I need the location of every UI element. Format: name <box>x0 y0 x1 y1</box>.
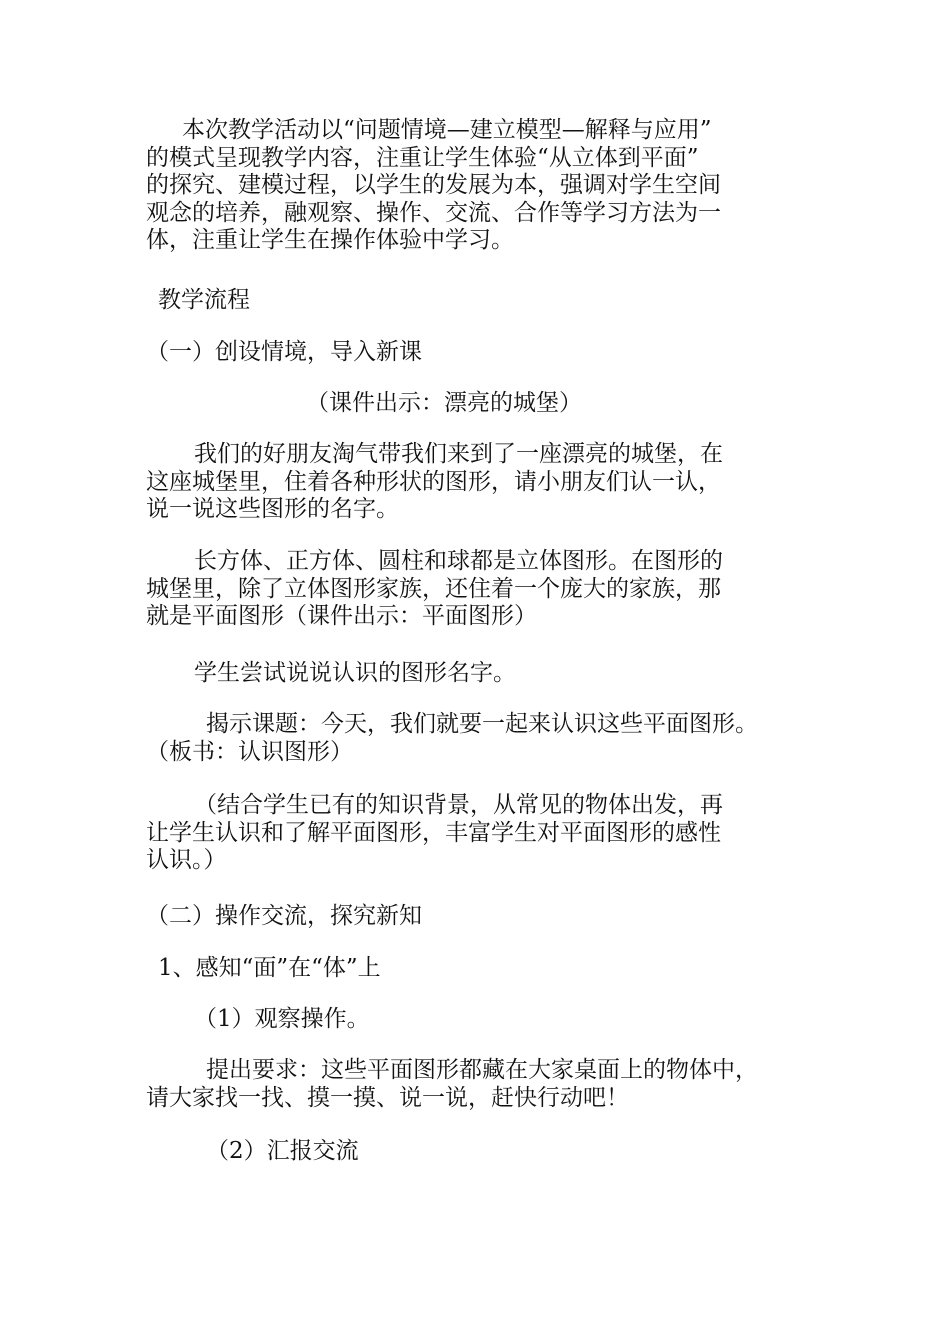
solid-shapes-paragraph <box>146 548 826 631</box>
text-line: 揭示课题：今天，我们就要一起来认识这些平面图形。 <box>206 711 758 737</box>
text-line: 提出要求：这些平面图形都藏在大家桌面上的物体中， <box>206 1057 758 1083</box>
text-line: 就是平面图形（课件出示：平面图形） <box>146 603 537 629</box>
text-line: 城堡里，除了立体图形家族，还住着一个庞大的家族，那 <box>146 575 721 602</box>
observe-item: （1）观察操作。 <box>194 1006 370 1032</box>
student-try-paragraph: 学生尝试说说认识的图形名字。 <box>194 660 516 686</box>
text-line: 让学生认识和了解平面图形，丰富学生对平面图形的感性 <box>146 819 721 846</box>
section-heading-2: （二）操作交流，探究新知 <box>146 903 422 929</box>
intro-paragraph <box>146 117 826 255</box>
text-line: 体，注重让学生在操作体验中学习。 <box>146 227 514 253</box>
text-line: 本次教学活动以“问题情境—建立模型—解释与应用” <box>182 117 712 143</box>
text-line: （结合学生已有的知识背景，从常见的物体出发，再 <box>194 792 723 818</box>
text-line: 观念的培养，融观察、操作、交流、合作等学习方法为一 <box>146 199 721 226</box>
text-line: 的探究、建模过程，以学生的发展为本，强调对学生空间 <box>146 172 721 198</box>
reveal-topic-paragraph <box>146 711 836 766</box>
subsection-heading-1: 1、感知“面”在“体”上 <box>158 955 381 981</box>
section-heading-1: （一）创设情境，导入新课 <box>146 339 422 365</box>
request-paragraph <box>146 1057 836 1112</box>
combine-paragraph <box>146 792 826 875</box>
report-item: （2）汇报交流 <box>206 1138 359 1164</box>
courseware-note: （课件出示：漂亮的城堡） <box>306 390 582 416</box>
text-line: 长方体、正方体、圆柱和球都是立体图形。在图形的 <box>194 548 723 574</box>
castle-paragraph <box>146 441 826 524</box>
text-line: （板书：认识图形） <box>146 738 353 765</box>
text-line: 请大家找一找、摸一摸、说一说，赶快行动吧！ <box>146 1084 629 1111</box>
text-line: 的模式呈现教学内容，注重让学生体验“从立体到平面” <box>146 144 699 171</box>
text-line: 我们的好朋友淘气带我们来到了一座漂亮的城堡，在 <box>194 441 723 467</box>
process-heading: 教学流程 <box>158 287 250 313</box>
text-line: 这座城堡里，住着各种形状的图形，请小朋友们认一认， <box>146 468 721 495</box>
text-line: 说一说这些图形的名字。 <box>146 496 399 522</box>
text-line: 认识。） <box>146 847 227 873</box>
